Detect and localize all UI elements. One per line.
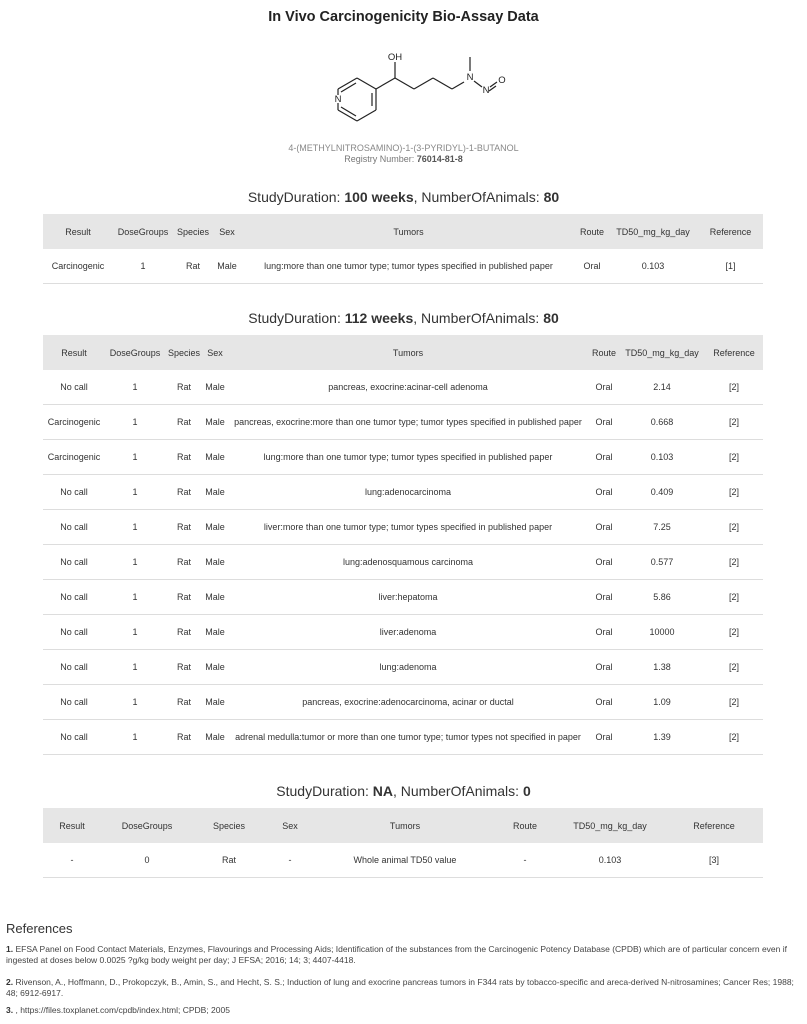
bioassay-table bbox=[43, 335, 763, 755]
reference-link[interactable]: [2] bbox=[705, 615, 763, 650]
number-of-animals-value: 80 bbox=[543, 189, 560, 205]
number-of-animals-value: 0 bbox=[522, 783, 531, 799]
study-heading: StudyDuration: 112 weeks, NumberOfAnimals: 80 bbox=[248, 310, 559, 326]
table-row: No call 1 Rat Male liver:more than one tumor type; tumor types specified in published paper Oral 7.25 [2] bbox=[43, 510, 763, 545]
reference-link[interactable]: [2] bbox=[705, 405, 763, 440]
table-row: No call 1 Rat Male liver:hepatoma Oral 5.86 [2] bbox=[43, 580, 763, 615]
reference-item: 2. Rivenson, A., Hoffmann, D., Prokopczyk, B., Amin, S., and Hecht, S. S.; Induction of lung and exocrine pancreas tumors in F344 rats by tobacco-specific and areca-derived N-nitrosamines; Cancer Res; 1988; 48; 6912-6917. bbox=[6, 977, 794, 998]
column-header: DoseGroups bbox=[113, 214, 173, 249]
page-title: In Vivo Carcinogenicity Bio-Assay Data bbox=[268, 9, 539, 25]
table-row: No call 1 Rat Male liver:adenoma Oral 10000 [2] bbox=[43, 615, 763, 650]
reference-link[interactable]: [2] bbox=[705, 370, 763, 405]
column-header: Sex bbox=[203, 335, 227, 370]
column-header: Result bbox=[43, 808, 101, 843]
reference-link[interactable]: [2] bbox=[705, 545, 763, 580]
table-row: Carcinogenic 1 Rat Male pancreas, exocrine:more than one tumor type; tumor types specified in published paper Oral 0.668 [2] bbox=[43, 405, 763, 440]
registry-label: Registry Number: bbox=[344, 154, 415, 164]
table-row: No call 1 Rat Male pancreas, exocrine:adenocarcinoma, acinar or ductal Oral 1.09 [2] bbox=[43, 685, 763, 720]
column-header: Tumors bbox=[315, 808, 495, 843]
study-heading: StudyDuration: 100 weeks, NumberOfAnimals: 80 bbox=[247, 189, 560, 205]
column-header: Species bbox=[165, 335, 203, 370]
table-row: No call 1 Rat Male lung:adenosquamous carcinoma Oral 0.577 [2] bbox=[43, 545, 763, 580]
reference-link[interactable]: [2] bbox=[705, 650, 763, 685]
column-header: DoseGroups bbox=[105, 335, 165, 370]
table-row: No call 1 Rat Male lung:adenoma Oral 1.38 [2] bbox=[43, 650, 763, 685]
column-header: Route bbox=[495, 808, 555, 843]
study-duration-value: NA bbox=[372, 783, 393, 799]
molecule-structure-diagram bbox=[300, 45, 510, 140]
reference-item: 3. , https://files.toxplanet.com/cpdb/index.html; CPDB; 2005 bbox=[6, 1005, 230, 1015]
column-header: TD50_mg_kg_day bbox=[555, 808, 665, 843]
column-header: Species bbox=[193, 808, 265, 843]
number-of-animals-value: 80 bbox=[543, 310, 559, 326]
column-header: Sex bbox=[265, 808, 315, 843]
reference-link[interactable]: [2] bbox=[705, 510, 763, 545]
reference-item: 1. EFSA Panel on Food Contact Materials, Enzymes, Flavourings and Processing Aids; Identification of the substances from the Carcinogenic Potency Database (CPDB) which are of particular concern even if ingested at doses below 0.0025 ?g/kg body weight per day; J EFSA; 2016; 14; 3; 4407-4418. bbox=[6, 944, 787, 965]
column-header: Route bbox=[589, 335, 619, 370]
table-row: No call 1 Rat Male adrenal medulla:tumor or more than one tumor type; tumor types not specified in paper Oral 1.39 [2] bbox=[43, 720, 763, 755]
column-header: Result bbox=[43, 335, 105, 370]
table-row: Carcinogenic 1 Rat Male lung:more than one tumor type; tumor types specified in published paper Oral 0.103 [2] bbox=[43, 440, 763, 475]
reference-link[interactable]: [2] bbox=[705, 440, 763, 475]
hydroxyl-label: OH bbox=[387, 52, 403, 63]
column-header: TD50_mg_kg_day bbox=[608, 214, 698, 249]
pyridine-nitrogen-label: N bbox=[334, 94, 342, 105]
table-row: Carcinogenic 1 Rat Male lung:more than one tumor type; tumor types specified in published paper Oral 0.103 [1] bbox=[43, 249, 763, 284]
column-header: Tumors bbox=[227, 335, 589, 370]
table-row: No call 1 Rat Male pancreas, exocrine:acinar-cell adenoma Oral 2.14 [2] bbox=[43, 370, 763, 405]
column-header: Result bbox=[43, 214, 113, 249]
reference-link[interactable]: [2] bbox=[705, 475, 763, 510]
column-header: TD50_mg_kg_day bbox=[619, 335, 705, 370]
table-row: No call 1 Rat Male lung:adenocarcinoma Oral 0.409 [2] bbox=[43, 475, 763, 510]
reference-link[interactable]: [1] bbox=[698, 249, 763, 284]
reference-link[interactable]: [2] bbox=[705, 720, 763, 755]
reference-link[interactable]: [2] bbox=[705, 580, 763, 615]
column-header: Reference bbox=[705, 335, 763, 370]
reference-link[interactable]: [3] bbox=[665, 843, 763, 878]
study-duration-value: 100 weeks bbox=[344, 189, 414, 205]
column-header: Species bbox=[173, 214, 213, 249]
chemical-name: 4-(METHYLNITROSAMINO)-1-(3-PYRIDYL)-1-BUTANOL bbox=[288, 143, 519, 153]
nitroso-oxygen-label: O bbox=[498, 75, 506, 86]
column-header: Tumors bbox=[241, 214, 576, 249]
column-header: DoseGroups bbox=[101, 808, 193, 843]
references-heading: References bbox=[6, 921, 73, 936]
bioassay-table bbox=[43, 214, 763, 284]
column-header: Reference bbox=[665, 808, 763, 843]
nitroso-nitrogen-label: N bbox=[482, 85, 490, 96]
registry-line bbox=[0, 154, 807, 164]
column-header: Sex bbox=[213, 214, 241, 249]
column-header: Reference bbox=[698, 214, 763, 249]
reference-link[interactable]: [2] bbox=[705, 685, 763, 720]
study-heading: StudyDuration: NA, NumberOfAnimals: 0 bbox=[276, 783, 531, 799]
table-row: - 0 Rat - Whole animal TD50 value - 0.103 [3] bbox=[43, 843, 763, 878]
column-header: Route bbox=[576, 214, 608, 249]
registry-number: 76014-81-8 bbox=[416, 154, 463, 164]
amine-nitrogen-label: N bbox=[466, 72, 474, 83]
study-duration-value: 112 weeks bbox=[344, 310, 414, 326]
bioassay-table bbox=[43, 808, 763, 878]
